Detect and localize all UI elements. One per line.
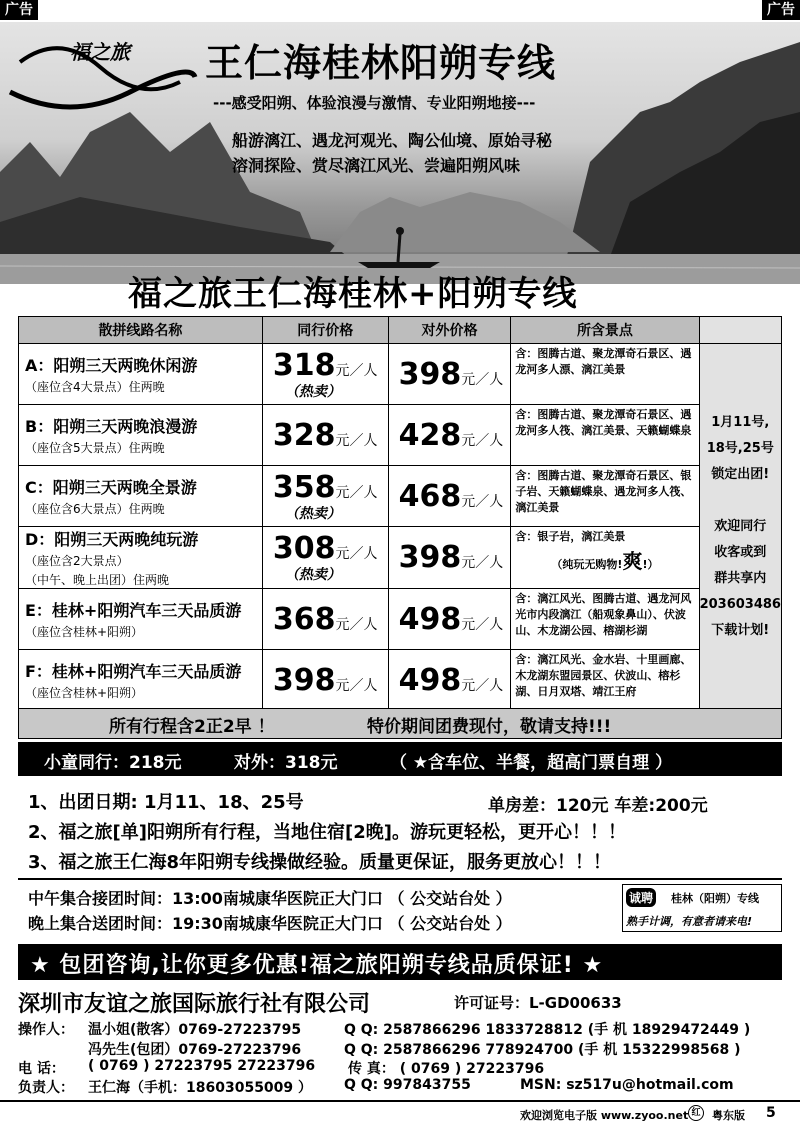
footer-badge-icon: 红 [688, 1105, 704, 1121]
route-name: E：桂林+阳朔汽车三天品质游 [25, 601, 242, 620]
spots-big: 爽 [622, 549, 643, 573]
peer-price-cell [262, 650, 388, 711]
ad-label-left: 广告 [0, 0, 38, 20]
price-unit: 元／人 [461, 371, 504, 388]
price-unit: 元／人 [335, 616, 378, 633]
operator-1: 温小姐(散客）0769-27223795 [88, 1022, 302, 1038]
spots-text: 含：图腾古道、聚龙潭奇石景区、遇龙河多人筏、漓江美景、天籁蝴蝶泉 [515, 408, 692, 437]
retail-price: 398 [398, 540, 462, 575]
hot-sale-label: （热卖） [284, 567, 341, 583]
child-price-row [18, 742, 782, 776]
route-note: （座位含桂林+阳朔） [25, 686, 144, 700]
spots-text: 含：漓江风光、金水岩、十里画廊、木龙湖东盟园景区、伏波山、榕杉湖、日月双塔、靖江王府 [515, 653, 692, 698]
price-unit: 元／人 [461, 616, 504, 633]
child-peer-price: 小童同行：218元 [44, 753, 182, 773]
peer-price-cell [262, 344, 388, 405]
route-name-cell [19, 466, 263, 527]
side-note-line: 下载计划! [711, 623, 770, 638]
route-note: （座位含4大景点）住两晚 [25, 380, 165, 394]
peer-price-cell [262, 466, 388, 527]
peer-price: 328 [272, 417, 336, 453]
note-experience: 3、福之旅王仁海8年阳朔专线操做经验。质量更保证，服务更放心！！！ [28, 852, 612, 873]
note-lodging: 2、福之旅[单]阳朔所有行程，当地住宿[2晚]。游玩更轻松，更开心！！！ [28, 822, 626, 843]
meeting-evening: 晚上集合送团时间：19:30南城康华医院正大门口 （ 公交站台处 ） [28, 914, 512, 933]
route-name: C：阳朔三天两晚全景游 [25, 478, 197, 497]
manager-label: 负责人： [18, 1080, 74, 1096]
route-note-2: （中午、晚上出团）住两晚 [25, 573, 170, 587]
spots-cell [511, 589, 699, 650]
includes-left: 所有行程含2正2早 ！ [109, 717, 275, 737]
retail-price: 468 [398, 478, 462, 514]
header-retail-price: 对外价格 [388, 317, 511, 344]
divider [18, 878, 782, 880]
spots-cell [511, 405, 699, 466]
tel-label: 电 话： [18, 1061, 65, 1077]
price-unit: 元／人 [335, 484, 378, 501]
footer-text: 欢迎浏览电子版 www.zyoo.net [520, 1109, 689, 1122]
price-unit: 元／人 [335, 362, 378, 379]
retail-price-cell [388, 344, 511, 405]
route-name-cell [19, 527, 263, 589]
hero-title: 王仁海桂林阳朔专线 [205, 41, 557, 85]
manager-contact: 王仁海（手机：18603055009 ） [88, 1080, 313, 1096]
peer-price-cell [262, 589, 388, 650]
peer-price: 398 [272, 662, 336, 698]
header-route: 散拼线路名称 [19, 317, 263, 344]
brand-logo: 福之旅 [70, 40, 130, 64]
retail-price: 498 [398, 601, 462, 637]
retail-price-cell [388, 405, 511, 466]
hot-sale-label: （热卖） [284, 383, 341, 400]
route-name: A：阳朔三天两晚休闲游 [25, 356, 198, 375]
table-row [19, 405, 782, 466]
route-price-table [18, 316, 782, 711]
side-note-line: 18号,25号 [706, 441, 774, 456]
spots-cell [511, 527, 699, 589]
retail-price: 398 [398, 356, 462, 392]
child-note: （ ★含车位、半餐，超高门票自理 ） [390, 753, 673, 773]
spots-extra: （纯玩无购物! [551, 558, 623, 571]
meeting-noon: 中午集合接团时间：13:00南城康华医院正大门口 （ 公交站台处 ） [28, 889, 512, 908]
spots-text: 含：漓江风光、图腾古道、遇龙河风光市内段漓江（船观象鼻山）、伏波山、木龙湖公园、榕湖杉湖 [515, 592, 692, 637]
route-name: D：阳朔三天两晚纯玩游 [25, 530, 199, 549]
route-name-cell [19, 650, 263, 711]
spots-text: 含：图腾古道、聚龙潭奇石景区、银子岩、天籁蝴蝶泉、遇龙河多人筏、漓江美景 [515, 469, 692, 514]
retail-price-cell [388, 527, 511, 589]
spots-cell [511, 344, 699, 405]
msn-address: MSN: sz517u@hotmail.com [520, 1077, 734, 1093]
side-note-line: 欢迎同行 [714, 519, 767, 534]
company-name: 深圳市友谊之旅国际旅行社有限公司 [18, 992, 371, 1017]
operator-1-qq: Q Q: 2587866296 1833728812 (手 机 18929472449 ) [344, 1022, 751, 1038]
retail-price-cell [388, 589, 511, 650]
retail-price: 498 [398, 662, 462, 698]
peer-price: 318 [272, 347, 336, 383]
route-note: （座位含6大景点）住两晚 [25, 502, 165, 516]
hero-feature-line-2: 溶洞探险、赏尽漓江风光、尝遍阳朔风味 [232, 156, 521, 175]
retail-price-cell [388, 466, 511, 527]
includes-row [18, 708, 782, 739]
route-note: （座位含2大景点） [25, 554, 129, 568]
spots-text: 含：图腾古道、聚龙潭奇石景区、遇龙河多人漂、漓江美景 [515, 347, 692, 376]
price-unit: 元／人 [461, 493, 504, 510]
promo-banner-text: ★ 包团咨询,让你更多优惠!福之旅阳朔专线品质保证! ★ [30, 953, 604, 978]
retail-price-cell [388, 650, 511, 711]
route-name: B：阳朔三天两晚浪漫游 [25, 417, 198, 436]
peer-price-cell [262, 527, 388, 589]
footer-edition: 粤东版 [712, 1109, 745, 1122]
recruit-box [622, 884, 782, 932]
route-name: F：桂林+阳朔汽车三天品质游 [25, 662, 242, 681]
spots-end: !） [642, 558, 659, 571]
manager-qq: Q Q: 997843755 [344, 1077, 471, 1093]
page-number: 5 [766, 1105, 776, 1121]
route-name-cell [19, 589, 263, 650]
ad-label-right: 广告 [762, 0, 800, 20]
price-unit: 元／人 [335, 546, 378, 562]
retail-price: 428 [398, 417, 462, 453]
note-dates: 1、出团日期: 1月11、18、25号 [28, 792, 304, 813]
hero-slogan: ---感受阳朔、体验浪漫与激情、专业阳朔地接--- [213, 94, 536, 112]
spots-text: 含：银子岩，漓江美景 [515, 530, 626, 543]
section-title: 福之旅王仁海桂林+阳朔专线 [128, 274, 578, 314]
price-unit: 元／人 [335, 677, 378, 694]
side-note-line: 203603486 [699, 597, 781, 612]
peer-price: 368 [272, 601, 336, 637]
table-row [19, 344, 782, 405]
route-name-cell [19, 344, 263, 405]
child-retail-price: 对外：318元 [234, 753, 338, 773]
operator-2-qq: Q Q: 2587866296 778924700 (手 机 15322998568 ) [344, 1042, 741, 1058]
route-name-cell [19, 405, 263, 466]
price-unit: 元／人 [335, 432, 378, 449]
note-surcharge: 单房差：120元 车差:200元 [488, 796, 708, 816]
includes-right: 特价期间团费现付，敬请支持!!! [367, 717, 612, 737]
hero-feature-line-1: 船游漓江、遇龙河观光、陶公仙境、原始寻秘 [232, 131, 553, 150]
table-row [19, 527, 782, 589]
operator-label: 操作人： [18, 1022, 74, 1038]
fax-number: 传 真： ( 0769 ) 27223796 [348, 1061, 545, 1077]
header-peer-price: 同行价格 [262, 317, 388, 344]
side-note [699, 344, 781, 711]
license-number: 许可证号：L-GD00633 [454, 994, 622, 1012]
header-side [699, 317, 781, 344]
peer-price-cell [262, 405, 388, 466]
side-note-line: 锁定出团! [711, 467, 770, 482]
header-spots: 所含景点 [511, 317, 699, 344]
side-note-line: 1月11号, [711, 415, 770, 430]
price-unit: 元／人 [461, 677, 504, 694]
operator-2: 冯先生(包团）0769-27223796 [88, 1042, 302, 1058]
peer-price: 358 [272, 469, 336, 505]
side-note-line: 收客或到 [714, 545, 767, 560]
promo-banner [18, 944, 782, 980]
peer-price: 308 [272, 531, 336, 566]
price-unit: 元／人 [461, 432, 504, 449]
hot-sale-label: （热卖） [284, 505, 341, 522]
recruit-badge: 诚聘 [626, 888, 656, 907]
table-row [19, 589, 782, 650]
hero-banner [0, 22, 800, 284]
recruit-title: 桂林（阳朔）专线 [671, 892, 759, 905]
spots-cell [511, 466, 699, 527]
route-note: （座位含5大景点）住两晚 [25, 441, 165, 455]
side-note-line: 群共享内 [714, 571, 767, 586]
page-footer [0, 1100, 800, 1127]
side-note-line [700, 488, 781, 514]
table-row [19, 466, 782, 527]
route-note: （座位含桂林+阳朔） [25, 625, 144, 639]
spots-cell [511, 650, 699, 711]
table-row [19, 650, 782, 711]
tel-number: ( 0769 ) 27223795 27223796 [88, 1058, 316, 1074]
recruit-sub: 熟手计调，有意者请来电! [626, 915, 753, 928]
price-unit: 元／人 [461, 555, 504, 571]
